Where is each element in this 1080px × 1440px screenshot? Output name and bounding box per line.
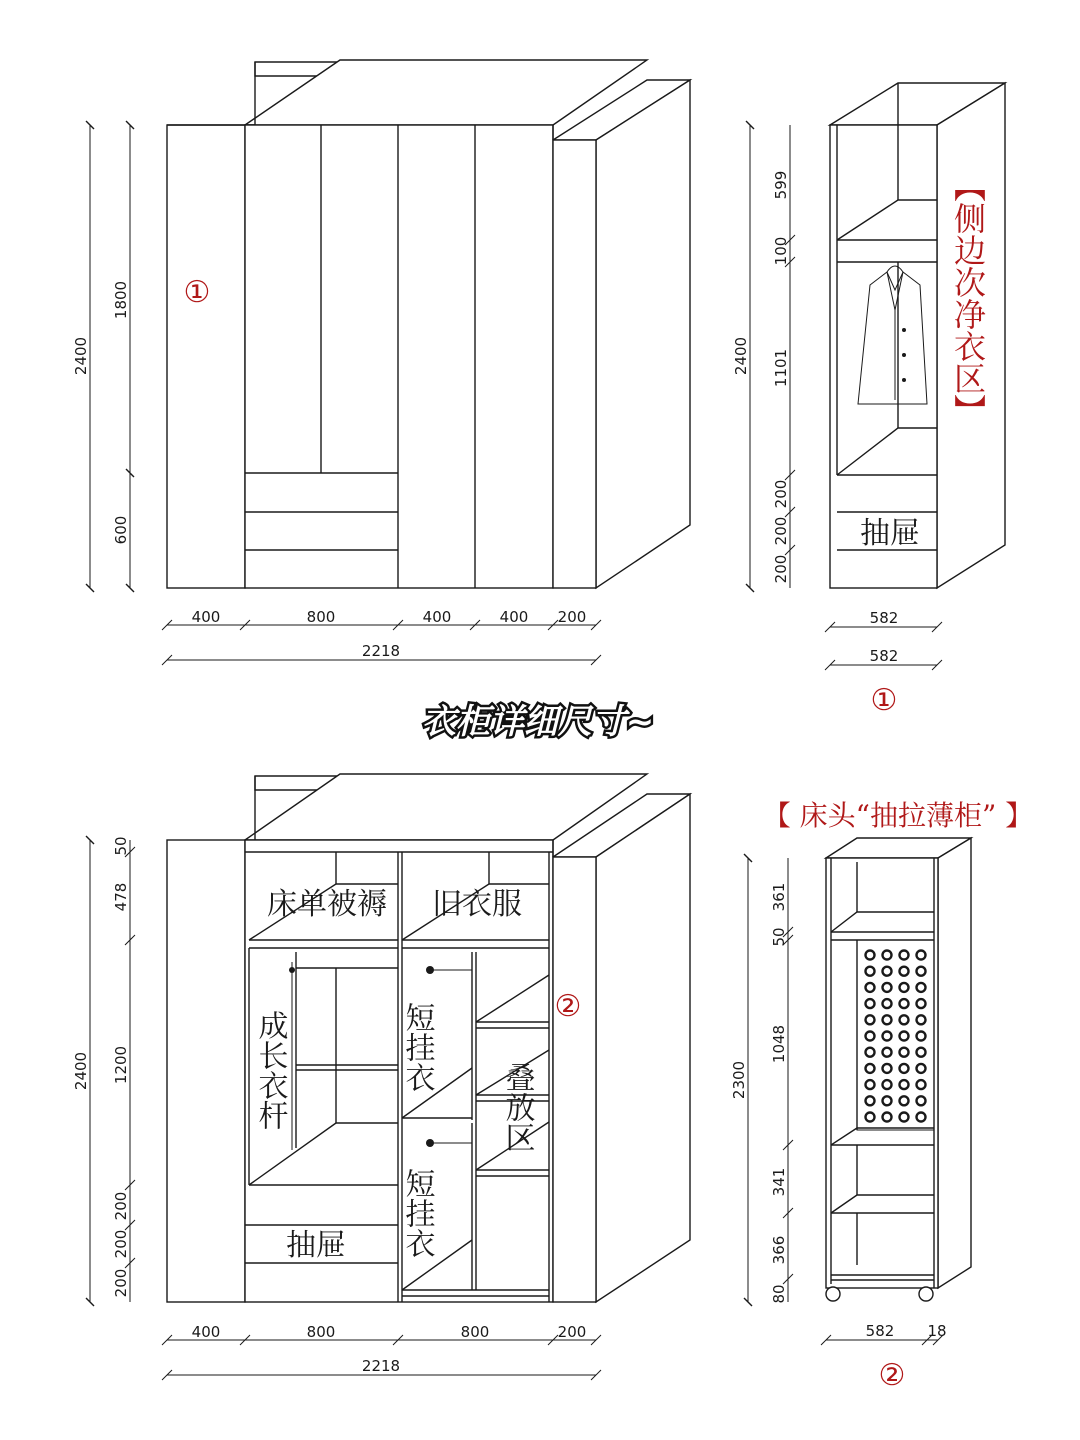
pegboard-hole (917, 967, 926, 976)
bottom-front-d3: 1200 (112, 1045, 130, 1085)
pegboard-hole (866, 951, 875, 960)
top-side-d1: 599 (772, 170, 790, 200)
pegboard-hole (866, 1032, 875, 1041)
pegboard-hole (917, 1096, 926, 1105)
pegboard-hole (900, 951, 909, 960)
pegboard-hole (917, 1080, 926, 1089)
bottom-side-d6: 80 (770, 1284, 788, 1304)
pegboard-hole (900, 1032, 909, 1041)
top-side-drawer-label: 抽屉 (860, 516, 920, 551)
bottom-front-w2: 800 (306, 1323, 336, 1341)
top-front-w1: 400 (191, 608, 221, 626)
top-front-w3: 400 (422, 608, 452, 626)
pegboard-hole (917, 1064, 926, 1073)
top-front-w4: 400 (499, 608, 529, 626)
pegboard-hole (917, 1113, 926, 1122)
bottom-side-width-extra: 18 (927, 1322, 947, 1340)
pegboard-hole (917, 983, 926, 992)
bottom-side-section (826, 838, 971, 1301)
bottom-side-marker: ② (878, 1358, 906, 1393)
label-bedding: 床单被褥 (267, 887, 387, 922)
pegboard-hole (883, 1080, 892, 1089)
top-front-elevation (167, 60, 690, 588)
pegboard-hole (900, 1064, 909, 1073)
bottom-side-d3: 1048 (770, 1024, 788, 1064)
pegboard-hole (917, 1032, 926, 1041)
bottom-front-d5: 200 (112, 1229, 130, 1259)
pegboard-hole (900, 1113, 909, 1122)
top-front-marker: ① (183, 275, 211, 310)
pegboard-hole (866, 999, 875, 1008)
label-fold-area: 叠放区 (499, 1062, 535, 1152)
top-front-height-upper: 1800 (112, 280, 130, 320)
pegboard-hole (883, 999, 892, 1008)
label-drawer: 抽屉 (286, 1228, 346, 1263)
bottom-front-elevation (167, 774, 690, 1302)
label-long-rod: 成长衣杆 (252, 1010, 288, 1130)
pegboard-hole (900, 999, 909, 1008)
pegboard-hole (883, 1064, 892, 1073)
top-side-d2: 100 (772, 236, 790, 266)
bottom-side-width: 582 (865, 1322, 895, 1340)
pegboard-hole (866, 1113, 875, 1122)
top-side-height-total: 2400 (732, 336, 750, 376)
pegboard-hole (883, 1113, 892, 1122)
pegboard-hole (866, 1096, 875, 1105)
bottom-front-d2: 478 (112, 882, 130, 912)
pegboard-hole (917, 1015, 926, 1024)
bottom-side-d4: 341 (770, 1167, 788, 1197)
top-side-area-label: 【侧边次净衣区】 (949, 170, 987, 426)
pegboard-hole (866, 1080, 875, 1089)
label-short-hang-2: 短挂衣 (399, 1168, 435, 1258)
pegboard-hole (883, 967, 892, 976)
top-side-d4: 200 (772, 479, 790, 509)
pegboard-hole (900, 1096, 909, 1105)
pegboard-hole (866, 1015, 875, 1024)
pegboard-hole (883, 1048, 892, 1057)
top-side-width-2: 582 (869, 647, 899, 665)
label-old-clothes: 旧衣服 (432, 887, 522, 922)
pegboard-hole (883, 1032, 892, 1041)
bottom-front-w4: 200 (557, 1323, 587, 1341)
top-side-d3: 1101 (772, 348, 790, 388)
pegboard-hole (883, 951, 892, 960)
pegboard-hole (900, 967, 909, 976)
pegboard-hole (900, 983, 909, 992)
pegboard-hole (917, 1048, 926, 1057)
pegboard-hole (883, 1015, 892, 1024)
bottom-side-height-total: 2300 (730, 1060, 748, 1100)
bottom-front-d4: 200 (112, 1191, 130, 1221)
bottom-side-d2: 50 (770, 927, 788, 947)
top-side-d6: 200 (772, 554, 790, 584)
bottom-front-total: 2218 (361, 1357, 401, 1375)
pegboard-hole (900, 1015, 909, 1024)
label-short-hang-1: 短挂衣 (399, 1002, 435, 1092)
bottom-front-marker: ② (554, 989, 582, 1024)
top-side-section (830, 83, 1005, 588)
pegboard-hole (883, 983, 892, 992)
bottom-front-height-total: 2400 (72, 1051, 90, 1091)
top-front-height-lower: 600 (112, 515, 130, 545)
pegboard-hole (866, 1064, 875, 1073)
bottom-side-d5: 366 (770, 1235, 788, 1265)
pegboard-hole (883, 1096, 892, 1105)
pegboard-hole (900, 1080, 909, 1089)
bottom-side-header: 【 床头“抽拉薄柜” 】 (762, 799, 1034, 832)
pegboard-hole (917, 999, 926, 1008)
pegboard-hole (866, 967, 875, 976)
pegboard-hole (917, 951, 926, 960)
pegboard-hole (900, 1048, 909, 1057)
bottom-front-w3: 800 (460, 1323, 490, 1341)
bottom-side-d1: 361 (770, 882, 788, 912)
top-front-w5: 200 (557, 608, 587, 626)
top-front-total: 2218 (361, 642, 401, 660)
top-side-marker: ① (870, 683, 898, 718)
bottom-front-d1: 50 (112, 836, 130, 856)
bottom-front-d6: 200 (112, 1268, 130, 1298)
top-front-height-total: 2400 (72, 336, 90, 376)
top-side-width-1: 582 (869, 609, 899, 627)
top-side-d5: 200 (772, 516, 790, 546)
bottom-front-w1: 400 (191, 1323, 221, 1341)
pegboard-hole (866, 983, 875, 992)
page-title: 衣柜详细尺寸~ (421, 702, 655, 742)
top-front-w2: 800 (306, 608, 336, 626)
pegboard-hole (866, 1048, 875, 1057)
